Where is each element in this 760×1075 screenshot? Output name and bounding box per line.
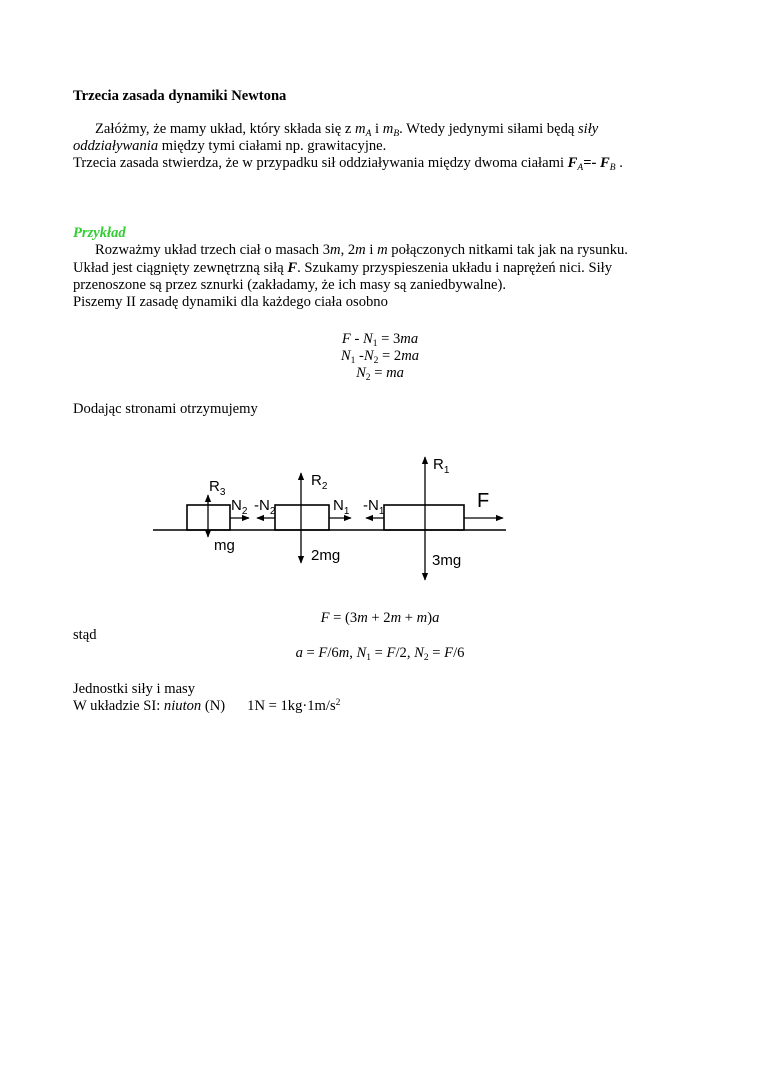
page-title: Trzecia zasada dynamiki Newtona <box>73 88 287 104</box>
stad-text: stąd <box>73 627 97 643</box>
R3-label: $R_3$ <box>209 478 226 498</box>
N1-label: $N_1$ <box>333 497 350 517</box>
units-heading: Jednostki siły i masy <box>73 681 196 697</box>
adding-text: Dodając stronami otrzymujemy <box>73 401 258 417</box>
mg-label: mg <box>214 537 235 554</box>
equation-1: $F - N_1 = 3ma$ <box>341 331 419 349</box>
sum-equation: F = (3m + 2m + m)a <box>320 610 440 626</box>
example-line-1: Rozważmy układ trzech ciał o masach 3m, 2m i m połączonych nitkami tak jak na rysunku. <box>95 242 628 258</box>
F-label: F <box>477 490 490 512</box>
units-si-line: W układzie SI: niuton (N) $1N = 1kg\cdot 1m/s^2$ <box>73 698 341 714</box>
intro-line-1: Załóżmy, że mamy układ, który składa się z $m_A$ i $m_B$. Wtedy jedynymi siłami będą siły <box>95 121 599 139</box>
N2-label: $N_2$ <box>231 497 248 517</box>
2mg-label: 2mg <box>311 547 341 564</box>
R1-label: $R_1$ <box>433 456 450 476</box>
3mg-label: 3mg <box>432 552 462 569</box>
block-3m <box>384 505 464 530</box>
example-line-3: przenoszone są przez sznurki (zakładamy, że ich masy są zaniedbywalne). <box>73 277 507 293</box>
equation-3: $N_2$ = ma <box>356 365 404 383</box>
intro-line-3: Trzecia zasada stwierdza, że w przypadku sił oddziaływania między dwoma ciałami $F_A=-$ $F_B$ . <box>73 155 623 173</box>
result-equation: a = F/6m, $N_1 = F/2$, $N_2 = F/6$ <box>295 645 465 663</box>
minus-N2-label: $-N_2$ <box>254 497 276 517</box>
example-line-2: Układ jest ciągnięty zewnętrzną siłą F. Szukamy przyspieszenia układu i naprężeń nici. Siły <box>73 260 613 276</box>
example-line-4: Piszemy II zasadę dynamiki dla każdego ciała osobno <box>73 294 388 310</box>
block-2m <box>275 505 329 530</box>
intro-line-2: oddziaływania między tymi ciałami np. grawitacyjne. <box>73 138 387 154</box>
equation-2: $N_1$ $-N_2 = 2ma$ <box>340 348 420 366</box>
minus-N1-label: $-N_1$ <box>363 497 385 517</box>
R2-label: $R_2$ <box>311 472 328 492</box>
example-heading: Przykład <box>73 225 126 241</box>
